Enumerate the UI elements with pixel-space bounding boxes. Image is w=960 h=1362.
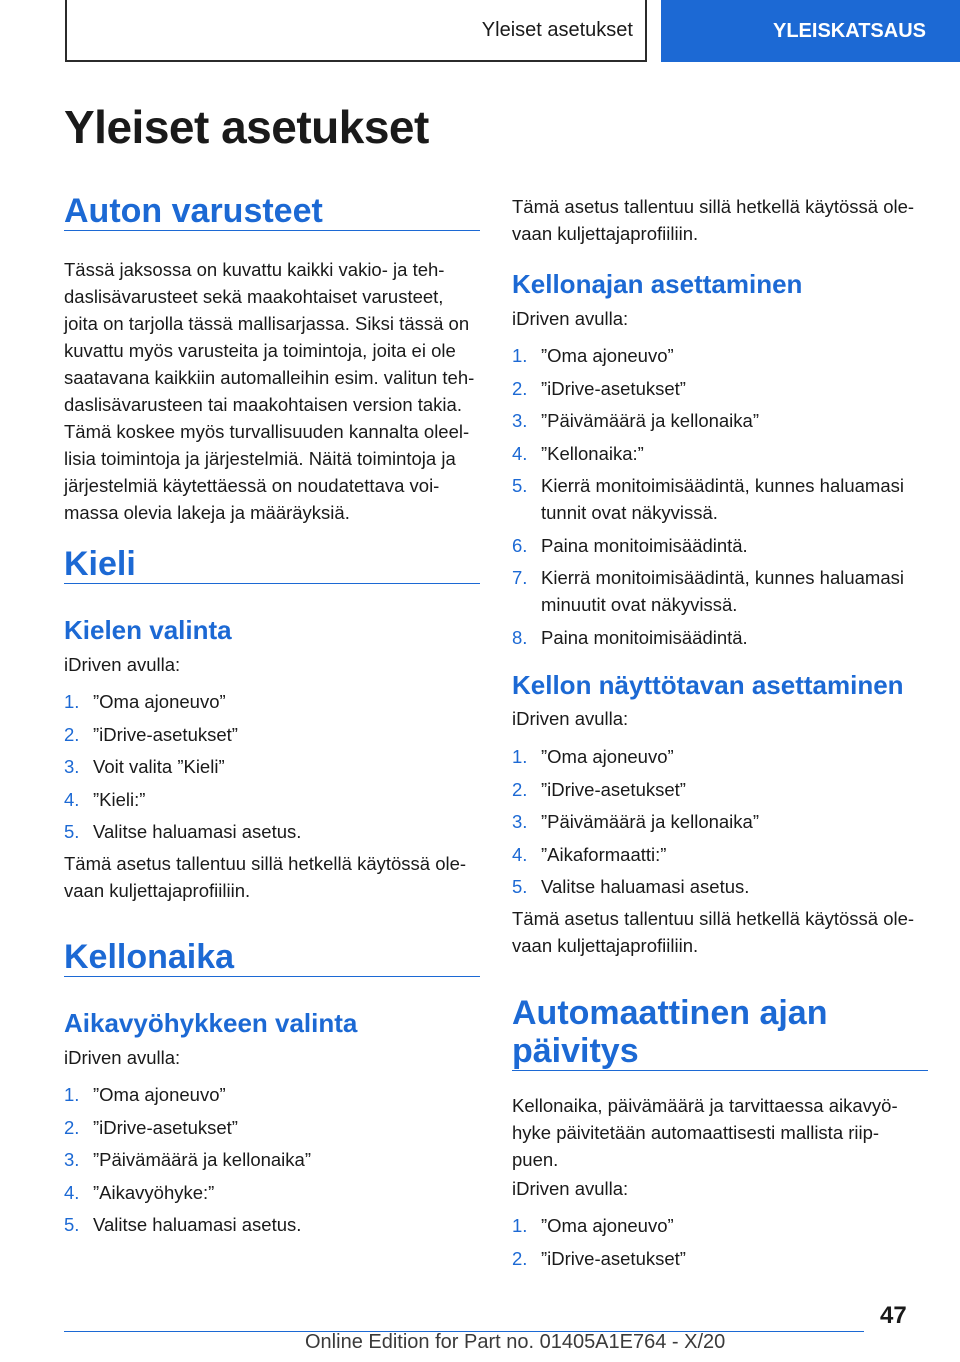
- text-line: daslisävarusteet sekä maakohtaiset varusteet,: [64, 286, 444, 307]
- text-line: lisia toimintoja ja järjestelmiä. Näitä toimintoja ja: [64, 448, 456, 469]
- text-line: Tämä asetus tallentuu sillä hetkellä käytössä ole-: [512, 908, 915, 929]
- list-item: [512, 808, 928, 835]
- step-number: 2.: [64, 1116, 80, 1138]
- step-text: ”iDrive-asetukset”: [541, 377, 686, 399]
- step-number: 2.: [512, 377, 528, 399]
- step-text: ”Oma ajoneuvo”: [93, 1084, 226, 1105]
- step-text: ”Aikaformaatti:”: [541, 843, 667, 865]
- timezone-steps: [64, 1081, 480, 1244]
- step-text: ”Oma ajoneuvo”: [541, 746, 674, 767]
- step-text: Voit valita ”Kieli”: [93, 756, 225, 777]
- language-note: [64, 850, 480, 904]
- list-item: [64, 786, 480, 813]
- step-text: Valitse haluamasi asetus.: [93, 1214, 302, 1235]
- text-line: Automaattinen ajan: [512, 994, 828, 1032]
- text-line: joita on tarjolla tässä mallisarjassa. Siksi tässä on: [64, 313, 470, 334]
- step-number: 3.: [64, 1149, 80, 1170]
- text-line: daslisävarusteen tai maakohtaisen version takia.: [64, 394, 462, 415]
- header-section-label: Yleiset asetukset: [481, 18, 633, 41]
- text-line: vaan kuljettajaprofiiliin.: [512, 223, 699, 244]
- step-text: Paina monitoimisäädintä.: [541, 534, 748, 556]
- list-item: [64, 1211, 480, 1238]
- step-number: 4.: [64, 788, 80, 810]
- text-line: Tämä koskee myös turvallisuuden kannalta oleel-: [64, 421, 470, 442]
- step-number: 1.: [512, 1215, 528, 1236]
- step-number: 3.: [512, 410, 528, 431]
- list-item: [64, 1081, 480, 1108]
- step-number: 4.: [64, 1181, 80, 1203]
- heading-equipment: Auton varusteet: [64, 192, 480, 231]
- list-item: [512, 342, 928, 369]
- step-text: Valitse haluamasi asetus.: [541, 876, 750, 897]
- step-text: ”Kieli:”: [93, 788, 146, 810]
- step-text: ”Oma ajoneuvo”: [541, 345, 674, 366]
- clock-format-note: [512, 905, 928, 959]
- clock-format-steps: [512, 743, 928, 906]
- list-item: [512, 375, 928, 402]
- step-number: 4.: [512, 442, 528, 464]
- text-line: Tässä jaksossa on kuvattu kaikki vakio- ja teh-: [64, 259, 445, 280]
- subheading-clock-format: Kellon näyttötavan asettaminen: [512, 670, 904, 700]
- list-item: [512, 776, 928, 803]
- time-setting-steps: [512, 342, 928, 656]
- step-text: ”Aikavyöhyke:”: [93, 1181, 215, 1203]
- list-item: [64, 1146, 480, 1173]
- step-number: 2.: [512, 778, 528, 800]
- text-line: hyke päivitetään automaattisesti mallista riip-: [512, 1122, 880, 1143]
- language-note-continued: [512, 193, 928, 247]
- step-text: ”iDrive-asetukset”: [541, 1247, 686, 1269]
- step-number: 6.: [512, 534, 528, 556]
- step-text: ”Päivämäärä ja kellonaika”: [93, 1149, 311, 1170]
- step-text: ”iDrive-asetukset”: [93, 1116, 238, 1138]
- list-item: [512, 472, 928, 526]
- step-text: ”iDrive-asetukset”: [541, 778, 686, 800]
- step-text: ”Oma ajoneuvo”: [93, 691, 226, 712]
- header-section-box: [65, 0, 647, 62]
- list-item: [64, 1114, 480, 1141]
- step-number: 5.: [512, 876, 528, 897]
- list-item: [512, 873, 928, 900]
- heading-auto-update: [512, 994, 928, 1071]
- step-number: 2.: [512, 1247, 528, 1269]
- list-item: [512, 743, 928, 770]
- list-item: [512, 624, 928, 651]
- text-line: Kellonaika, päivämäärä ja tarvittaessa aikavyö-: [512, 1095, 898, 1116]
- text-line: Tämä asetus tallentuu sillä hetkellä käytössä ole-: [64, 853, 467, 874]
- subheading-timezone-selection: Aikavyöhykkeen valinta: [64, 1008, 358, 1038]
- list-item: [64, 753, 480, 780]
- list-item: [512, 407, 928, 434]
- subheading-language-selection: Kielen valinta: [64, 615, 232, 645]
- list-item: [512, 564, 928, 618]
- step-number: 2.: [64, 723, 80, 745]
- auto-update-steps: [512, 1212, 928, 1277]
- step-number: 1.: [64, 691, 80, 712]
- step-text: Kierrä monitoimisäädintä, kunnes haluamasi tunnit ovat näkyvissä.: [541, 475, 904, 523]
- step-text: ”Kellonaika:”: [541, 442, 644, 464]
- step-text: ”Päivämäärä ja kellonaika”: [541, 410, 759, 431]
- auto-update-intro: iDriven avulla:: [512, 1178, 629, 1199]
- text-line: päivitys: [512, 1032, 639, 1070]
- text-line: saatavana kaikkiin automalleihin esim. valitun teh-: [64, 367, 475, 388]
- step-number: 1.: [512, 746, 528, 767]
- step-text: Kierrä monitoimisäädintä, kunnes haluamasi minuutit ovat näkyvissä.: [541, 567, 904, 615]
- page-number: 47: [880, 1302, 907, 1329]
- page-title: Yleiset asetukset: [64, 101, 429, 153]
- auto-update-paragraph: [512, 1092, 928, 1173]
- language-steps: [64, 688, 480, 851]
- list-item: [64, 688, 480, 715]
- list-item: [512, 440, 928, 467]
- header-chapter-tab: [661, 0, 960, 62]
- list-item: [64, 818, 480, 845]
- text-line: massa olevia lakeja ja määräyksiä.: [64, 502, 350, 523]
- heading-language: Kieli: [64, 545, 480, 584]
- list-item: [512, 1245, 928, 1272]
- text-line: Tämä asetus tallentuu sillä hetkellä käytössä ole-: [512, 196, 915, 217]
- step-number: 3.: [64, 756, 80, 777]
- step-number: 7.: [512, 567, 528, 588]
- step-number: 5.: [64, 1214, 80, 1235]
- step-text: Paina monitoimisäädintä.: [541, 626, 748, 648]
- clock-format-intro: iDriven avulla:: [512, 708, 629, 729]
- header-chapter-label: YLEISKATSAUS: [773, 19, 926, 42]
- equipment-paragraph: [64, 256, 480, 526]
- step-number: 5.: [512, 475, 528, 496]
- text-line: puen.: [512, 1149, 559, 1170]
- text-line: järjestelmiä käytettäessä on noudatettava voi-: [64, 475, 440, 496]
- language-intro: iDriven avulla:: [64, 654, 181, 675]
- step-number: 4.: [512, 843, 528, 865]
- list-item: [512, 1212, 928, 1239]
- list-item: [64, 1179, 480, 1206]
- footer-edition: Online Edition for Part no. 01405A1E764 - X/20: [305, 1331, 726, 1353]
- step-text: ”iDrive-asetukset”: [93, 723, 238, 745]
- step-number: 3.: [512, 811, 528, 832]
- text-line: kuvattu myös varusteita ja toimintoja, joita ei ole: [64, 340, 456, 361]
- time-setting-intro: iDriven avulla:: [512, 308, 629, 329]
- text-line: vaan kuljettajaprofiiliin.: [64, 880, 251, 901]
- step-text: ”Päivämäärä ja kellonaika”: [541, 811, 759, 832]
- subheading-time-setting: Kellonajan asettaminen: [512, 269, 803, 299]
- text-line: vaan kuljettajaprofiiliin.: [512, 935, 699, 956]
- step-number: 1.: [512, 345, 528, 366]
- step-number: 1.: [64, 1084, 80, 1105]
- timezone-intro: iDriven avulla:: [64, 1047, 181, 1068]
- list-item: [512, 841, 928, 868]
- list-item: [512, 532, 928, 559]
- heading-clock: Kellonaika: [64, 938, 480, 977]
- step-number: 5.: [64, 821, 80, 842]
- step-number: 8.: [512, 626, 528, 648]
- step-text: Valitse haluamasi asetus.: [93, 821, 302, 842]
- list-item: [64, 721, 480, 748]
- step-text: ”Oma ajoneuvo”: [541, 1215, 674, 1236]
